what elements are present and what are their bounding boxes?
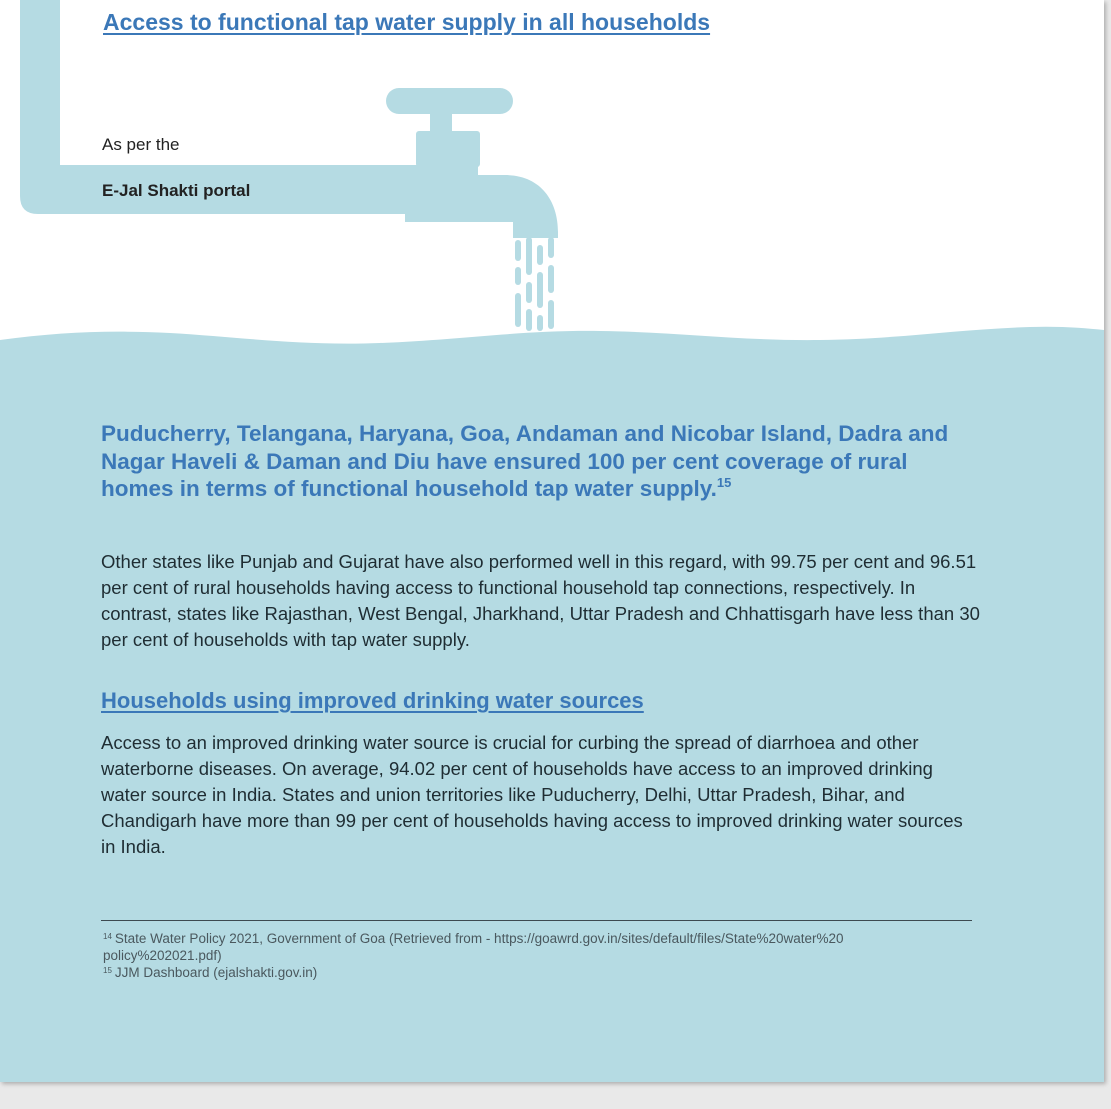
page-title: Access to functional tap water supply in all households — [103, 9, 711, 35]
footnote-14 — [103, 930, 963, 964]
footnote-text: JJM Dashboard (ejalshakti.gov.in) — [114, 965, 318, 980]
tap-faucet-icon — [405, 165, 558, 238]
footnotes — [103, 930, 963, 981]
footnote-number: 15 — [103, 966, 112, 975]
footnote-text: State Water Policy 2021, Government of Goa (Retrieved from - https://goawrd.gov.in/sites/default/files/State%20water%20 policy%202021.pdf) — [103, 931, 844, 963]
paragraph-improved-sources: Access to an improved drinking water source is crucial for curbing the spread of diarrhoea and other waterborne diseases. On average, 94.02 per cent of households have access to an improved drinking water source in India. States and union territories like Puducherry, Delhi, Uttar Pradesh, Bihar, and Chandigarh have more than 99 per cent of households having access to improved drinking water sources in India. — [101, 732, 963, 857]
source-name: E-Jal Shakti portal — [102, 181, 251, 200]
footnote-15 — [103, 964, 963, 981]
tap-bonnet — [416, 131, 480, 167]
tap-handle-icon — [386, 88, 513, 114]
highlight-statement — [101, 420, 961, 503]
water-stream-icon — [518, 240, 551, 328]
paragraph-tap-connections: Other states like Punjab and Gujarat have also performed well in this regard, with 99.75 per cent and 96.51 per cent of rural households having access to functional household tap connections, respectively. In contrast, states like Rajasthan, West Bengal, Jharkhand, Uttar Pradesh and Chhattisgarh have less than 30 per cent of households with tap water supply. — [101, 551, 980, 650]
footnote-number: 14 — [103, 932, 112, 941]
section-heading-improved-sources: Households using improved drinking water sources — [101, 688, 644, 713]
footnote-divider — [101, 920, 972, 921]
source-prefix: As per the — [102, 135, 180, 154]
highlight-text: Puducherry, Telangana, Haryana, Goa, Andaman and Nicobar Island, Dadra and Nagar Haveli & Daman and Diu have ensured 100 per cent coverage of rural homes in terms of functional household tap water supply. — [101, 421, 949, 501]
footnote-ref-15: 15 — [716, 475, 732, 490]
